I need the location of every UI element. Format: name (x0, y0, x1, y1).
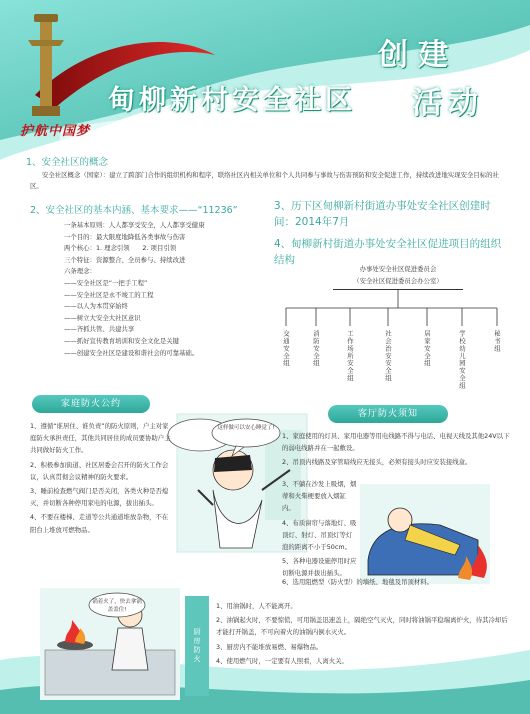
org-group: 秘书组 (493, 330, 501, 353)
rule-item: 2、积极参加街道、社区居委会召开的防火工作会议，认真贯彻会议精神的防火要求。 (30, 460, 169, 481)
illustration-sofa-fire (360, 484, 490, 584)
rule-item: 2、吊顶内线路及穿管暗线应无接头，必须有接头时应安装接线盒。 (282, 458, 472, 467)
living-fire-label: 客厅防火须知 (328, 405, 448, 423)
rule-item: 3、厨房内不能堆放易燃、易爆物品。 (216, 642, 323, 651)
kitchen-bubble: 锅着火了，快去拿锅盖盖住! (92, 599, 142, 613)
rule-item: 1、遵循“谁居住、谁负责”的防火原则，户主对家庭防火承担责任，其他共同居住的成员要协助户主共同做好防火工作。 (30, 422, 171, 455)
list-item: 六条理念： (64, 267, 96, 276)
org-group: 居家安全组 (423, 330, 431, 367)
rule-item: 4、使用燃气时，一定要有人照看，人离火关。 (216, 656, 348, 665)
rule-item: 4、不要在楼梯、走道等公共通道堆放杂物，不在阳台上堆放可燃物品。 (30, 513, 169, 534)
section1-text: 安全社区概念（国家）：建立了跨部门合作的组织机构和程序，联络社区内相关单位和个人共同参与事故与伤害预防和安全促进工作，持续改进地实现安全目标的社区。 (30, 171, 499, 190)
rule-item: 6、选用阻燃型（防火型）的墙纸、地毯及吊顶材料。 (282, 578, 434, 586)
living-rules-bottom (282, 478, 358, 582)
list-item: ——齐抓共管、共建共享 (64, 325, 135, 334)
kitchen-rules (216, 600, 510, 669)
family-fire-label: 家庭防火公约 (32, 395, 150, 413)
list-item: ——抓好宣传教育培训和安全文化是关键 (64, 336, 180, 345)
org-group: 学校幼儿园安全组 (458, 330, 466, 390)
title-top: 创建 (378, 38, 458, 73)
rule-item: 3、不躺在沙发上吸烟，烟蒂和火柴梗要放入烟缸内。 (282, 480, 357, 513)
list-item: ——安全社区是永不竣工的工程 (64, 290, 154, 299)
list-item: ——创建安全社区是建设和谐社会的可靠基础。 (64, 348, 199, 357)
rule-item: 2、油锅起火时，不要惊慌，可用锅盖迅速盖上，隔绝空气灭火，同时将油锅平稳端离炉火，待其冷却后才能打开锅盖，不可向着火的油锅内倒水灭火。 (216, 616, 508, 637)
list-item: ——安全社区是“一把手工程” (64, 278, 148, 287)
living-rules-last (282, 576, 510, 590)
rule-item: 1、家庭使用的灯具、家用电器等用电线路不得与电话、电视天线及其他24V以下的弱电线路并在一起敷设。 (282, 432, 510, 453)
list-item: 两个核心：1. 理念引领 2. 项目引领 (64, 244, 177, 253)
family-bubble: 这样做可以安心睡觉了! (217, 425, 275, 431)
list-item: 一个目的：最大限度地降低各类事故与伤害 (64, 232, 186, 241)
section2-list (64, 220, 205, 359)
rule-item: 5、各种电器设施停用时应切断电源并拔出插头。 (282, 557, 357, 578)
list-item: ——树立大安全大社区意识 (64, 313, 141, 322)
family-rules (30, 420, 173, 538)
org-group: 消防安全组 (312, 330, 320, 367)
list-item: 三个特征：资源整合、全员参与、持续改进 (64, 255, 186, 264)
list-item: 一条基本原则：人人都享受安全，人人都享受健康 (64, 221, 205, 229)
slogan-logo: 护航中国梦 (20, 124, 91, 139)
org-committee (333, 263, 463, 290)
kitchen-fire-label: 厨房防火 (185, 596, 209, 696)
list-item: ——以人为本贯穿始终 (64, 302, 128, 311)
section1-heading: 1、安全社区的概念 (26, 157, 109, 168)
section2-heading: 2、安全社区的基本内涵、基本要求——“11236” (30, 205, 238, 216)
page-title: 甸柳新村安全社区 (108, 85, 356, 116)
rule-item: 4、布质窗帘与落地灯、吸顶灯、射灯、吊顶灯等灯泡的距离不小于50cm。 (282, 518, 357, 552)
org-group: 交通安全组 (282, 330, 290, 367)
living-rules-top (282, 430, 510, 471)
org-group: 工作场所安全组 (346, 330, 354, 382)
rule-item: 1、用油锅时，人不能离开。 (216, 602, 297, 610)
org-committee-name: 办事处安全社区促进委员会 (359, 265, 437, 273)
org-committee-office: （安全社区促进委员会办公室） (353, 277, 443, 285)
section3-heading: 3、历下区甸柳新村街道办事处安全社区创建时间：2014年7月 (274, 200, 491, 228)
section4-heading: 4、甸柳新村街道办事处安全社区促进项目的组织结构 (274, 238, 502, 266)
org-group: 社会治安安全组 (384, 330, 392, 382)
rule-item: 3、睡前检查燃气阀门是否关闭，各类火种是否熄灭，并切断各种停用家电的电源，拔出插头。 (30, 487, 169, 508)
title-right: 活动 (412, 86, 484, 121)
